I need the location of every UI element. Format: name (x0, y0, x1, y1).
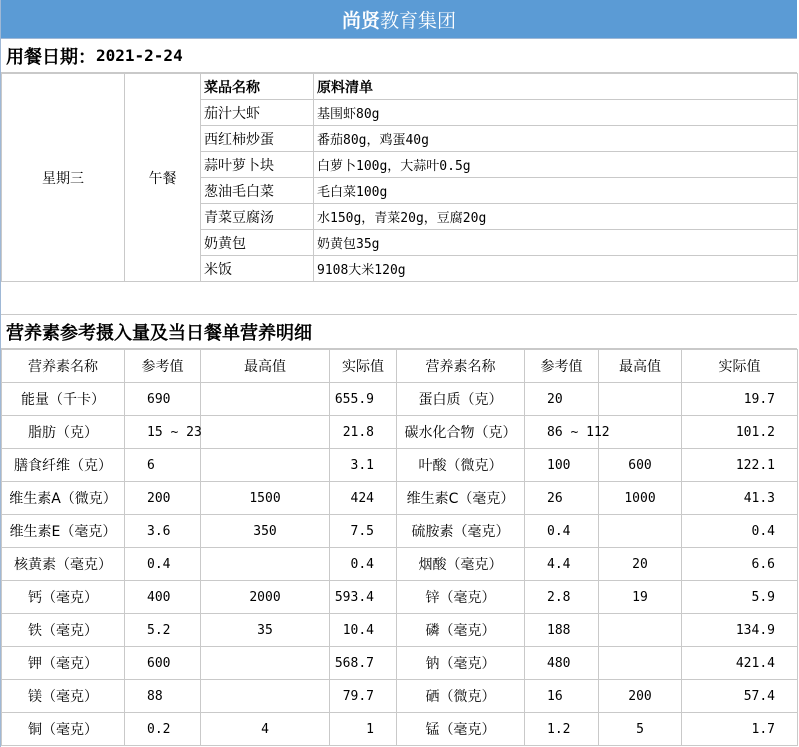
actual-value: 10.4 (330, 614, 397, 647)
dish-ingredients: 水150g，青菜20g，豆腐20g (314, 204, 798, 230)
max-value (201, 383, 330, 416)
actual-value: 7.5 (330, 515, 397, 548)
reference-value: 86 ~ 112 (525, 416, 599, 449)
ingredients-column-header: 原料清单 (314, 74, 798, 100)
actual-value: 101.2 (682, 416, 798, 449)
reference-value: 5.2 (125, 614, 201, 647)
reference-value: 3.6 (125, 515, 201, 548)
nutrient-name: 硒（微克） (397, 680, 525, 713)
nutrient-name: 硫胺素（毫克） (397, 515, 525, 548)
max-value: 200 (599, 680, 682, 713)
nutrient-name: 锌（毫克） (397, 581, 525, 614)
dish-ingredients: 番茄80g，鸡蛋40g (314, 126, 798, 152)
reference-value: 480 (525, 647, 599, 680)
dish-name: 葱油毛白菜 (201, 178, 314, 204)
nutrition-row (2, 581, 798, 614)
col-header-reference: 参考值 (125, 350, 201, 383)
max-value (201, 449, 330, 482)
nutrient-name: 维生素E（毫克） (2, 515, 125, 548)
reference-value: 20 (525, 383, 599, 416)
actual-value: 134.9 (682, 614, 798, 647)
reference-value: 26 (525, 482, 599, 515)
nutrition-row (2, 449, 798, 482)
nutrition-row (2, 713, 798, 746)
meal-date-label: 用餐日期： (6, 46, 96, 68)
col-header-reference: 参考值 (525, 350, 599, 383)
meal-date-row (1, 39, 797, 73)
actual-value: 6.6 (682, 548, 798, 581)
nutrient-name: 叶酸（微克） (397, 449, 525, 482)
actual-value: 3.1 (330, 449, 397, 482)
col-header-max: 最高值 (201, 350, 330, 383)
nutrition-table (1, 349, 798, 746)
header-title-rest: 教育集团 (380, 9, 457, 32)
reference-value: 600 (125, 647, 201, 680)
dish-name: 西红柿炒蛋 (201, 126, 314, 152)
dish-ingredients: 奶黄包35g (314, 230, 798, 256)
actual-value: 79.7 (330, 680, 397, 713)
nutrition-row (2, 680, 798, 713)
nutrient-name: 维生素A（微克） (2, 482, 125, 515)
actual-value: 5.9 (682, 581, 798, 614)
actual-value: 41.3 (682, 482, 798, 515)
reference-value: 16 (525, 680, 599, 713)
max-value (599, 647, 682, 680)
actual-value: 122.1 (682, 449, 798, 482)
max-value: 2000 (201, 581, 330, 614)
nutrition-table-body (2, 350, 798, 746)
reference-value: 0.4 (525, 515, 599, 548)
nutrient-name: 镁（毫克） (2, 680, 125, 713)
nutrition-header-row (2, 350, 798, 383)
col-header-nutrient-name: 营养素名称 (2, 350, 125, 383)
dish-ingredients: 基围虾80g (314, 100, 798, 126)
reference-value: 15 ~ 23 (125, 416, 201, 449)
nutrient-name: 蛋白质（克） (397, 383, 525, 416)
max-value: 35 (201, 614, 330, 647)
nutrient-name: 磷（毫克） (397, 614, 525, 647)
max-value (599, 416, 682, 449)
reference-value: 100 (525, 449, 599, 482)
actual-value: 421.4 (682, 647, 798, 680)
reference-value: 4.4 (525, 548, 599, 581)
nutrient-name: 钾（毫克） (2, 647, 125, 680)
actual-value: 0.4 (330, 548, 397, 581)
meal-date-value: 2021-2-24 (96, 46, 183, 65)
weekday-cell: 星期三 (2, 74, 125, 282)
header-title (1, 0, 797, 39)
nutrient-name: 锰（毫克） (397, 713, 525, 746)
nutrient-name: 铜（毫克） (2, 713, 125, 746)
nutrition-row (2, 614, 798, 647)
nutrition-row (2, 482, 798, 515)
reference-value: 0.4 (125, 548, 201, 581)
max-value (599, 614, 682, 647)
meal-type-cell: 午餐 (125, 74, 201, 282)
max-value: 4 (201, 713, 330, 746)
nutrient-name: 烟酸（毫克） (397, 548, 525, 581)
actual-value: 655.9 (330, 383, 397, 416)
actual-value: 0.4 (682, 515, 798, 548)
actual-value: 593.4 (330, 581, 397, 614)
max-value (201, 548, 330, 581)
col-header-actual: 实际值 (330, 350, 397, 383)
max-value (201, 680, 330, 713)
reference-value: 88 (125, 680, 201, 713)
header-title-bold: 尚贤 (341, 9, 380, 32)
dish-ingredients: 9108大米120g (314, 256, 798, 282)
max-value: 350 (201, 515, 330, 548)
reference-value: 1.2 (525, 713, 599, 746)
max-value: 19 (599, 581, 682, 614)
reference-value: 188 (525, 614, 599, 647)
nutrition-row (2, 416, 798, 449)
actual-value: 57.4 (682, 680, 798, 713)
nutrient-name: 铁（毫克） (2, 614, 125, 647)
nutrient-name: 钙（毫克） (2, 581, 125, 614)
max-value: 600 (599, 449, 682, 482)
nutrient-name: 膳食纤维（克） (2, 449, 125, 482)
reference-value: 400 (125, 581, 201, 614)
reference-value: 0.2 (125, 713, 201, 746)
max-value (599, 515, 682, 548)
dish-ingredients: 白萝卜100g，大蒜叶0.5g (314, 152, 798, 178)
spacer-row (1, 282, 797, 315)
max-value (201, 647, 330, 680)
menu-header-row (2, 74, 798, 100)
col-header-nutrient-name: 营养素名称 (397, 350, 525, 383)
nutrition-section-title: 营养素参考摄入量及当日餐单营养明细 (1, 315, 797, 349)
actual-value: 568.7 (330, 647, 397, 680)
dish-ingredients: 毛白菜100g (314, 178, 798, 204)
actual-value: 1.7 (682, 713, 798, 746)
nutrient-name: 维生素C（毫克） (397, 482, 525, 515)
actual-value: 21.8 (330, 416, 397, 449)
reference-value: 2.8 (525, 581, 599, 614)
actual-value: 19.7 (682, 383, 798, 416)
dish-column-header: 菜品名称 (201, 74, 314, 100)
nutrition-row (2, 515, 798, 548)
nutrient-name: 碳水化合物（克） (397, 416, 525, 449)
actual-value: 1 (330, 713, 397, 746)
reference-value: 200 (125, 482, 201, 515)
reference-value: 690 (125, 383, 201, 416)
nutrition-row (2, 383, 798, 416)
max-value: 20 (599, 548, 682, 581)
dish-name: 奶黄包 (201, 230, 314, 256)
nutrient-name: 钠（毫克） (397, 647, 525, 680)
max-value: 1500 (201, 482, 330, 515)
max-value: 1000 (599, 482, 682, 515)
dish-name: 青菜豆腐汤 (201, 204, 314, 230)
dish-name: 蒜叶萝卜块 (201, 152, 314, 178)
max-value: 5 (599, 713, 682, 746)
dish-name: 米饭 (201, 256, 314, 282)
max-value (599, 383, 682, 416)
col-header-actual: 实际值 (682, 350, 798, 383)
dish-name: 茄汁大虾 (201, 100, 314, 126)
nutrition-row (2, 647, 798, 680)
reference-value: 6 (125, 449, 201, 482)
max-value (201, 416, 330, 449)
nutrient-name: 能量（千卡） (2, 383, 125, 416)
menu-table (1, 73, 798, 282)
nutrition-row (2, 548, 798, 581)
actual-value: 424 (330, 482, 397, 515)
nutrient-name: 脂肪（克） (2, 416, 125, 449)
col-header-max: 最高值 (599, 350, 682, 383)
nutrient-name: 核黄素（毫克） (2, 548, 125, 581)
